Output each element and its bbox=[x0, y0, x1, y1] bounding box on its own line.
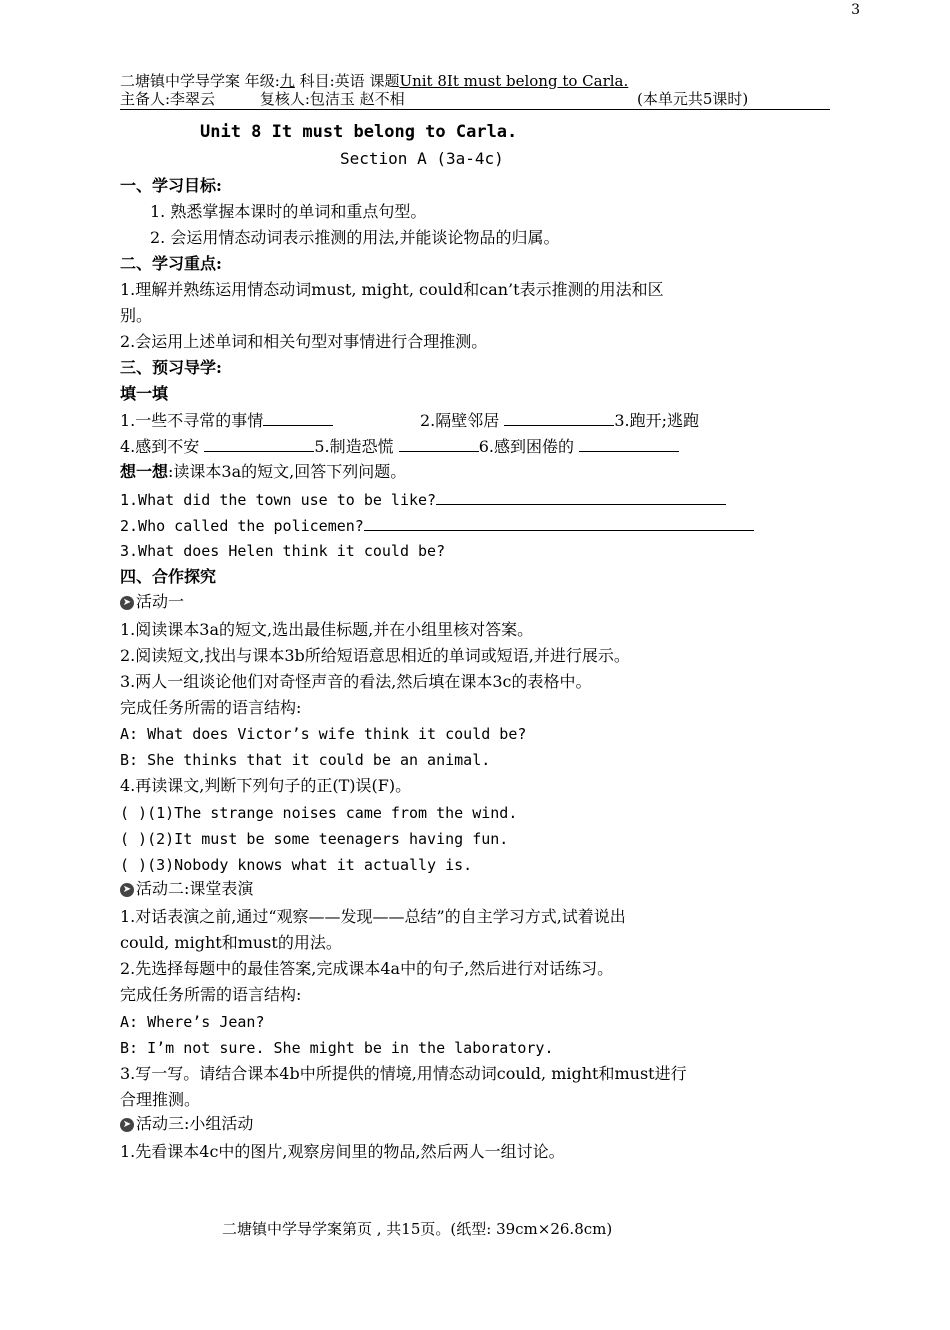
think-heading: 想一想 bbox=[120, 462, 169, 481]
activity-1-title: ➤ 活动一 bbox=[120, 592, 184, 612]
focus-heading: 二、学习重点: bbox=[120, 254, 222, 273]
activity-1-item-2: 2.阅读短文,找出与课本3b所给短语意思相近的单词或短语,并进行展示。 bbox=[120, 646, 630, 665]
header-preparer: 主备人:李翠云 bbox=[120, 90, 216, 108]
page-title: Unit 8 It must belong to Carla. bbox=[200, 122, 518, 142]
question-1: 1.What did the town use to be like? bbox=[120, 489, 726, 510]
dialogue-line: B: I’m not sure. She might be in the laboratory. bbox=[120, 1039, 554, 1057]
dialogue-line: A: Where’s Jean? bbox=[120, 1013, 265, 1031]
coop-heading: 四、合作探究 bbox=[120, 567, 217, 586]
answer-blank[interactable] bbox=[504, 410, 614, 426]
structure-label: 完成任务所需的语言结构: bbox=[120, 698, 302, 717]
true-false-item: ( )(1)The strange noises came from the wind. bbox=[120, 804, 518, 822]
activity-1-item-3: 3.两人一组谈论他们对奇怪声音的看法,然后填在课本3c的表格中。 bbox=[120, 672, 592, 691]
dialogue-line: A: What does Victor’s wife think it could be? bbox=[120, 725, 527, 743]
goal-2: 2. 会运用情态动词表示推测的用法,并能谈论物品的归属。 bbox=[150, 228, 560, 247]
arrow-bullet-icon: ➤ bbox=[120, 596, 134, 610]
answer-blank[interactable] bbox=[364, 515, 754, 531]
activity-2-item-1: 1.对话表演之前,通过“观察——发现——总结”的自主学习方式,试着说出 bbox=[120, 907, 626, 926]
think-line bbox=[120, 462, 406, 482]
arrow-bullet-icon: ➤ bbox=[120, 1118, 134, 1132]
true-false-item: ( )(2)It must be some teenagers having fun. bbox=[120, 830, 509, 848]
question-2: 2.Who called the policemen? bbox=[120, 515, 754, 536]
fill-item-5: 5.制造恐慌 bbox=[314, 437, 394, 456]
answer-blank[interactable] bbox=[399, 436, 479, 452]
focus-2: 2.会运用上述单词和相关句型对事情进行合理推测。 bbox=[120, 332, 488, 351]
goals-heading: 一、学习目标: bbox=[120, 176, 222, 195]
activity-2-item-2: 2.先选择每题中的最佳答案,完成课本4a中的句子,然后进行对话练习。 bbox=[120, 959, 614, 978]
answer-blank[interactable] bbox=[263, 410, 333, 426]
fill-item-4: 4.感到不安 bbox=[120, 437, 200, 456]
activity-1-item-1: 1.阅读课本3a的短文,选出最佳标题,并在小组里核对答案。 bbox=[120, 620, 534, 639]
structure-label: 完成任务所需的语言结构: bbox=[120, 985, 302, 1004]
fill-row-2 bbox=[120, 436, 679, 457]
fill-item-2: 2.隔壁邻居 3.跑开;逃跑 bbox=[420, 411, 700, 430]
header-school: 二塘镇中学导学案 年级: bbox=[120, 72, 280, 90]
activity-3-item-1: 1.先看课本4c中的图片,观察房间里的物品,然后两人一组讨论。 bbox=[120, 1142, 565, 1161]
fill-heading: 填一填 bbox=[120, 384, 169, 403]
dialogue-line: B: She thinks that it could be an animal. bbox=[120, 751, 491, 769]
fill-item-6: 6.感到困倦的 bbox=[478, 437, 575, 456]
header-note: (本单元共5课时) bbox=[637, 90, 749, 108]
header-line-1 bbox=[120, 72, 830, 90]
page-number: 3 bbox=[851, 2, 860, 18]
activity-2-item-1-cont: could, might和must的用法。 bbox=[120, 933, 342, 952]
activity-2-item-3-cont: 合理推测。 bbox=[120, 1090, 201, 1109]
fill-row-1 bbox=[120, 410, 700, 431]
preview-heading: 三、预习导学: bbox=[120, 358, 222, 377]
header-reviewer: 复核人:包洁玉 赵不相 bbox=[259, 90, 405, 108]
arrow-bullet-icon: ➤ bbox=[120, 883, 134, 897]
header-grade: 九 bbox=[279, 72, 295, 90]
header-line-2 bbox=[120, 90, 830, 110]
answer-blank[interactable] bbox=[436, 489, 726, 505]
answer-blank[interactable] bbox=[579, 436, 679, 452]
fill-item-1: 1.一些不寻常的事情 bbox=[120, 411, 264, 430]
header-subject: 科目:英语 课题 bbox=[299, 72, 400, 90]
focus-1: 1.理解并熟练运用情态动词must, might, could和can’t表示推测的用法和区 bbox=[120, 280, 664, 299]
activity-1-item-4: 4.再读课文,判断下列句子的正(T)误(F)。 bbox=[120, 776, 412, 795]
page-subtitle: Section A (3a-4c) bbox=[340, 149, 504, 168]
header-topic: Unit 8It must belong to Carla. bbox=[399, 72, 629, 90]
page-footer: 二塘镇中学导学案第页 , 共15页。(纸型: 39cm×26.8cm) bbox=[222, 1220, 613, 1238]
activity-2-item-3: 3.写一写。请结合课本4b中所提供的情境,用情态动词could, might和must进行 bbox=[120, 1064, 687, 1083]
answer-blank[interactable] bbox=[204, 436, 314, 452]
focus-1-cont: 别。 bbox=[120, 306, 153, 325]
goal-1: 1. 熟悉掌握本课时的单词和重点句型。 bbox=[150, 202, 427, 221]
activity-3-title: ➤ 活动三:小组活动 bbox=[120, 1114, 253, 1134]
think-intro: :读课本3a的短文,回答下列问题。 bbox=[168, 462, 407, 481]
question-3: 3.What does Helen think it could be? bbox=[120, 542, 446, 560]
activity-2-title: ➤ 活动二:课堂表演 bbox=[120, 879, 253, 899]
true-false-item: ( )(3)Nobody knows what it actually is. bbox=[120, 856, 473, 874]
